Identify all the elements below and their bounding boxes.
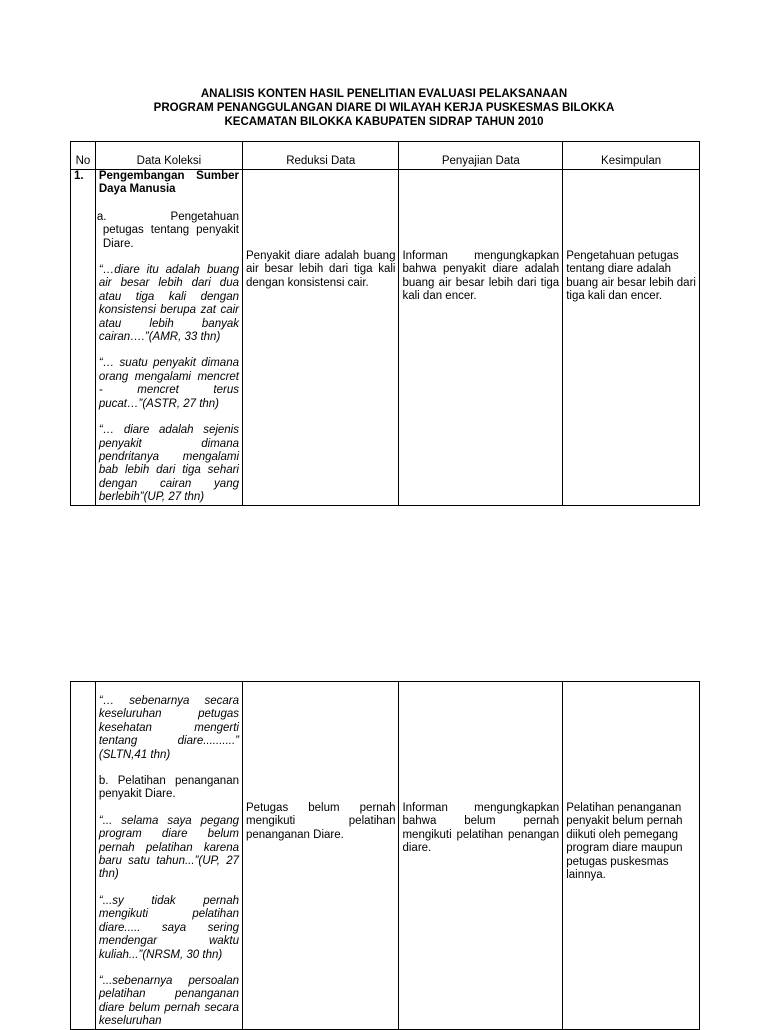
table-row [71, 682, 700, 1030]
quote-6: “...sebenarnya persoalan pelatihan penanganan diare belum pernah secara keseluruhan [98, 974, 239, 1028]
kesimpulan-text: Pengetahuan petugas tentang diare adalah buang air besar lebih dari tiga kali dan encer. [566, 250, 696, 303]
document-title [0, 87, 768, 129]
title-line-1: ANALISIS KONTEN HASIL PENELITIAN EVALUASI PELAKSANAAN [200, 88, 568, 100]
table-row [71, 170, 700, 506]
penyajian-data-cell [399, 170, 563, 506]
penyajian-text: Informan mengungkapkan bahwa penyakit diare adalah buang air besar lebih dari tiga kali dan encer. [402, 250, 560, 303]
kesimpulan-cell [563, 682, 700, 1030]
section-title: Pengembangan Sumber Daya Manusia [98, 170, 239, 196]
row-number: 1. [71, 170, 96, 506]
header-kesimpulan: Kesimpulan [563, 142, 700, 170]
quote-4: “... selama saya pegang program diare belum pernah pelatihan karena baru satu tahun...”(UP, 27 thn) [98, 814, 239, 881]
sub-point-b: b. Pelatihan penanganan penyakit Diare. [98, 775, 239, 801]
header-penyajian-data: Penyajian Data [399, 142, 563, 170]
penyajian-data-cell [399, 682, 563, 1030]
header-row [71, 142, 700, 170]
quote-2: “… suatu penyakit dimana orang mengalami mencret - mencret terus pucat…”(ASTR, 27 thn) [98, 357, 239, 410]
kesimpulan-text: Pelatihan penanganan penyakit belum pernah diikuti oleh pemegang program diare maupun petugas puskesmas lainnya. [566, 802, 683, 882]
analysis-table-2 [70, 681, 700, 1030]
quote-1: “…diare itu adalah buang air besar lebih dari dua atau tiga kali dengan konsistensi berupa zat cair atau lebih banyak cairan….”(AMR, 33 thn) [98, 264, 239, 344]
kesimpulan-cell [563, 170, 700, 506]
data-koleksi-cell [95, 682, 242, 1030]
reduksi-data-cell [243, 682, 399, 1030]
penyajian-text: Informan mengungkapkan bahwa belum pernah mengikuti pelatihan penangan diare. [402, 802, 560, 855]
reduksi-text: Penyakit diare adalah buang air besar lebih dari tiga kali dengan konsistensi cair. [246, 250, 396, 289]
title-line-3: KECAMATAN BILOKKA KABUPATEN SIDRAP TAHUN 2010 [224, 116, 544, 128]
sub-point-a: a. Pengetahuan petugas tentang penyakit Diare. [96, 210, 239, 250]
data-koleksi-cell [95, 170, 242, 506]
header-data-koleksi: Data Koleksi [95, 142, 242, 170]
row-number-empty [71, 682, 96, 1030]
header-no: No [71, 142, 96, 170]
quote-top: “… sebenarnya secara keseluruhan petugas kesehatan mengerti tentang diare..........” (SLTN,41 thn) [98, 695, 239, 761]
reduksi-text: Petugas belum pernah mengikuti pelatihan penanganan Diare. [246, 802, 396, 841]
quote-5: “...sy tidak pernah mengikuti pelatihan diare..... saya sering mendengar waktu kuliah...”(NRSM, 30 thn) [98, 894, 239, 961]
header-reduksi-data: Reduksi Data [243, 142, 399, 170]
analysis-table-1 [70, 141, 700, 506]
quote-3: “… diare adalah sejenis penyakit dimana pendritanya mengalami bab lebih dari tiga sehari dengan cairan yang berlebih”(UP, 27 thn) [98, 424, 239, 504]
title-line-2: PROGRAM PENANGGULANGAN DIARE DI WILAYAH KERJA PUSKESMAS BILOKKA [153, 102, 615, 114]
reduksi-data-cell [243, 170, 399, 506]
